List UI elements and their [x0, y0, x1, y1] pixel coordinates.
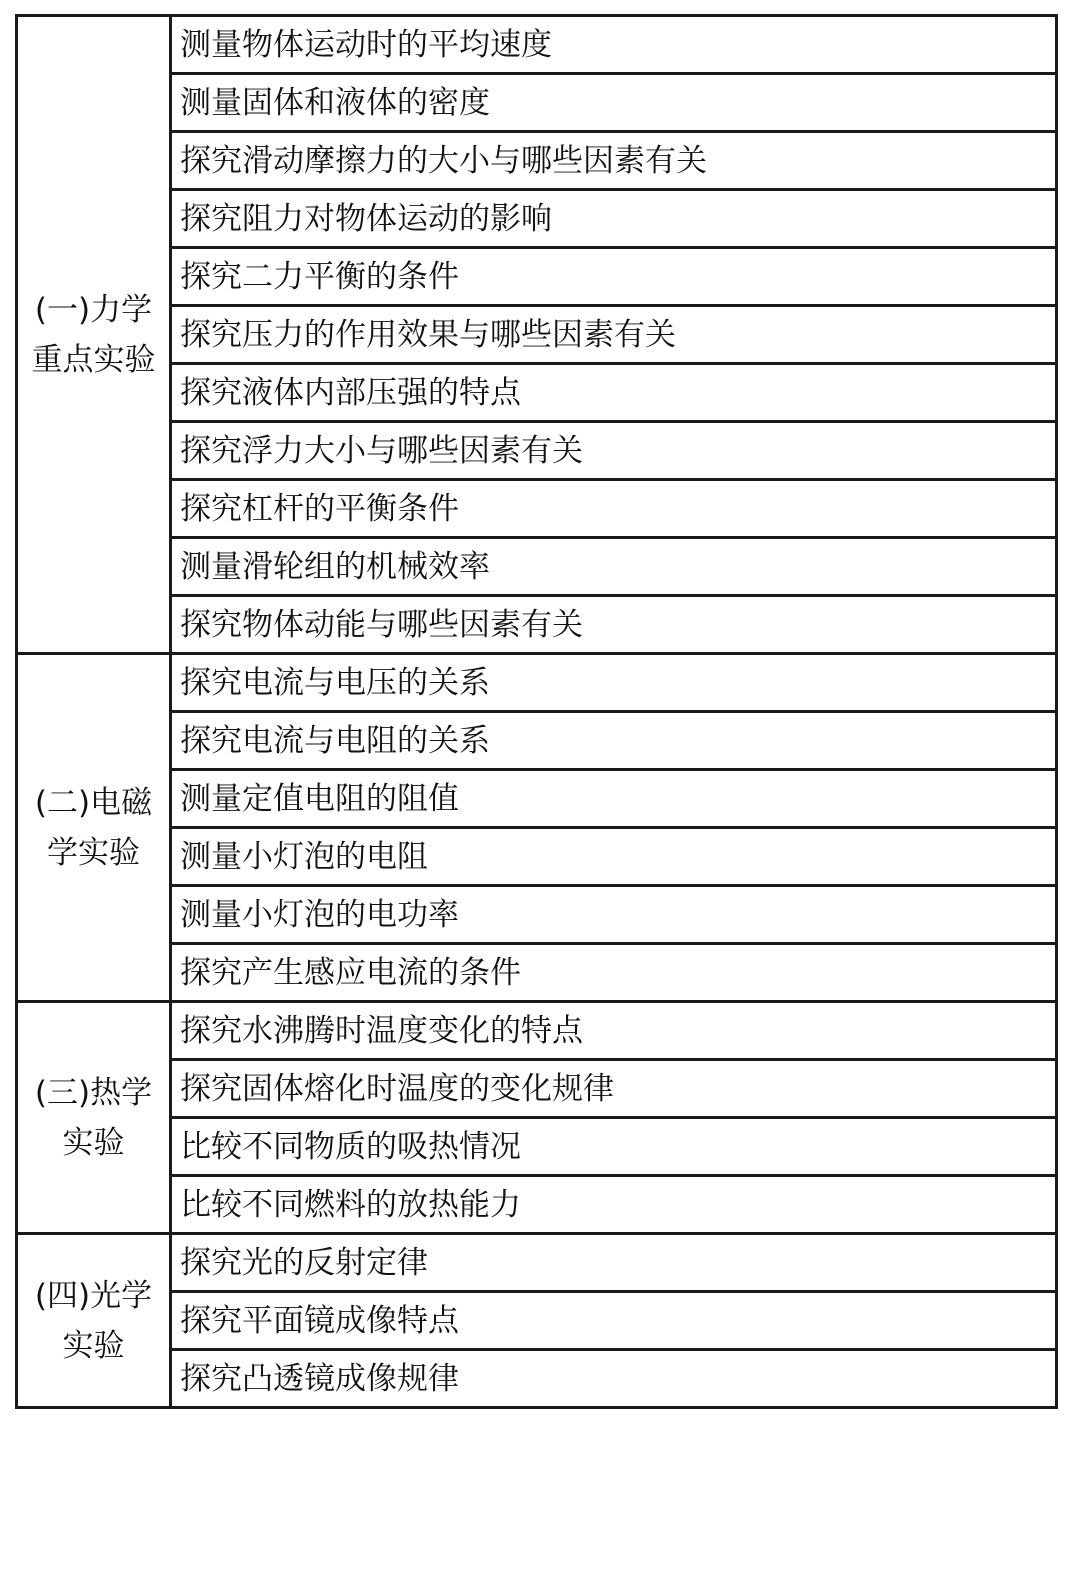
experiment-item: 探究电流与电阻的关系	[171, 712, 1057, 770]
table-row	[17, 1118, 1057, 1176]
section-category-label: 实验	[62, 1327, 125, 1364]
table-row	[17, 306, 1057, 364]
table-row	[17, 1002, 1057, 1060]
section-category-cell	[17, 1002, 171, 1234]
table-row	[17, 16, 1057, 74]
experiment-item: 探究压力的作用效果与哪些因素有关	[171, 306, 1057, 364]
experiment-item: 探究凸透镜成像规律	[171, 1350, 1057, 1408]
experiment-item: 测量小灯泡的电阻	[171, 828, 1057, 886]
table-row	[17, 1176, 1057, 1234]
experiment-item: 测量滑轮组的机械效率	[171, 538, 1057, 596]
section-category-label: (一)力学	[34, 291, 153, 328]
table-row	[17, 422, 1057, 480]
table-row	[17, 538, 1057, 596]
section-category-cell	[17, 1234, 171, 1408]
section-category-label: 重点实验	[31, 341, 156, 378]
table-row	[17, 886, 1057, 944]
table-row	[17, 1060, 1057, 1118]
experiment-item: 探究平面镜成像特点	[171, 1292, 1057, 1350]
section-category-cell	[17, 654, 171, 1002]
section-category-label: 学实验	[47, 834, 140, 871]
experiment-item: 探究阻力对物体运动的影响	[171, 190, 1057, 248]
table-row	[17, 712, 1057, 770]
table-row	[17, 132, 1057, 190]
experiments-table	[15, 14, 1058, 1409]
experiment-item: 探究固体熔化时温度的变化规律	[171, 1060, 1057, 1118]
experiment-item: 探究二力平衡的条件	[171, 248, 1057, 306]
section-category-label: 实验	[62, 1124, 125, 1161]
table-row	[17, 480, 1057, 538]
table-row	[17, 248, 1057, 306]
experiment-item: 测量固体和液体的密度	[171, 74, 1057, 132]
table-row	[17, 944, 1057, 1002]
experiments-table-body	[17, 16, 1057, 1408]
table-row	[17, 828, 1057, 886]
table-row	[17, 364, 1057, 422]
experiment-item: 探究物体动能与哪些因素有关	[171, 596, 1057, 654]
table-row	[17, 654, 1057, 712]
table-row	[17, 596, 1057, 654]
experiment-item: 探究滑动摩擦力的大小与哪些因素有关	[171, 132, 1057, 190]
experiment-item: 探究液体内部压强的特点	[171, 364, 1057, 422]
experiment-item: 测量物体运动时的平均速度	[171, 16, 1057, 74]
experiment-item: 探究电流与电压的关系	[171, 654, 1057, 712]
table-row	[17, 190, 1057, 248]
experiment-item: 探究水沸腾时温度变化的特点	[171, 1002, 1057, 1060]
experiment-item: 探究杠杆的平衡条件	[171, 480, 1057, 538]
table-row	[17, 1234, 1057, 1292]
table-row	[17, 1292, 1057, 1350]
experiment-item: 测量小灯泡的电功率	[171, 886, 1057, 944]
section-category-cell	[17, 16, 171, 654]
table-row	[17, 1350, 1057, 1408]
table-row	[17, 770, 1057, 828]
experiment-item: 比较不同燃料的放热能力	[171, 1176, 1057, 1234]
experiment-item: 探究浮力大小与哪些因素有关	[171, 422, 1057, 480]
experiment-item: 比较不同物质的吸热情况	[171, 1118, 1057, 1176]
section-category-label: (三)热学	[34, 1074, 153, 1111]
section-category-label: (二)电磁	[34, 784, 153, 821]
experiment-item: 探究产生感应电流的条件	[171, 944, 1057, 1002]
table-row	[17, 74, 1057, 132]
experiment-item: 测量定值电阻的阻值	[171, 770, 1057, 828]
experiment-item: 探究光的反射定律	[171, 1234, 1057, 1292]
section-category-label: (四)光学	[34, 1277, 153, 1314]
